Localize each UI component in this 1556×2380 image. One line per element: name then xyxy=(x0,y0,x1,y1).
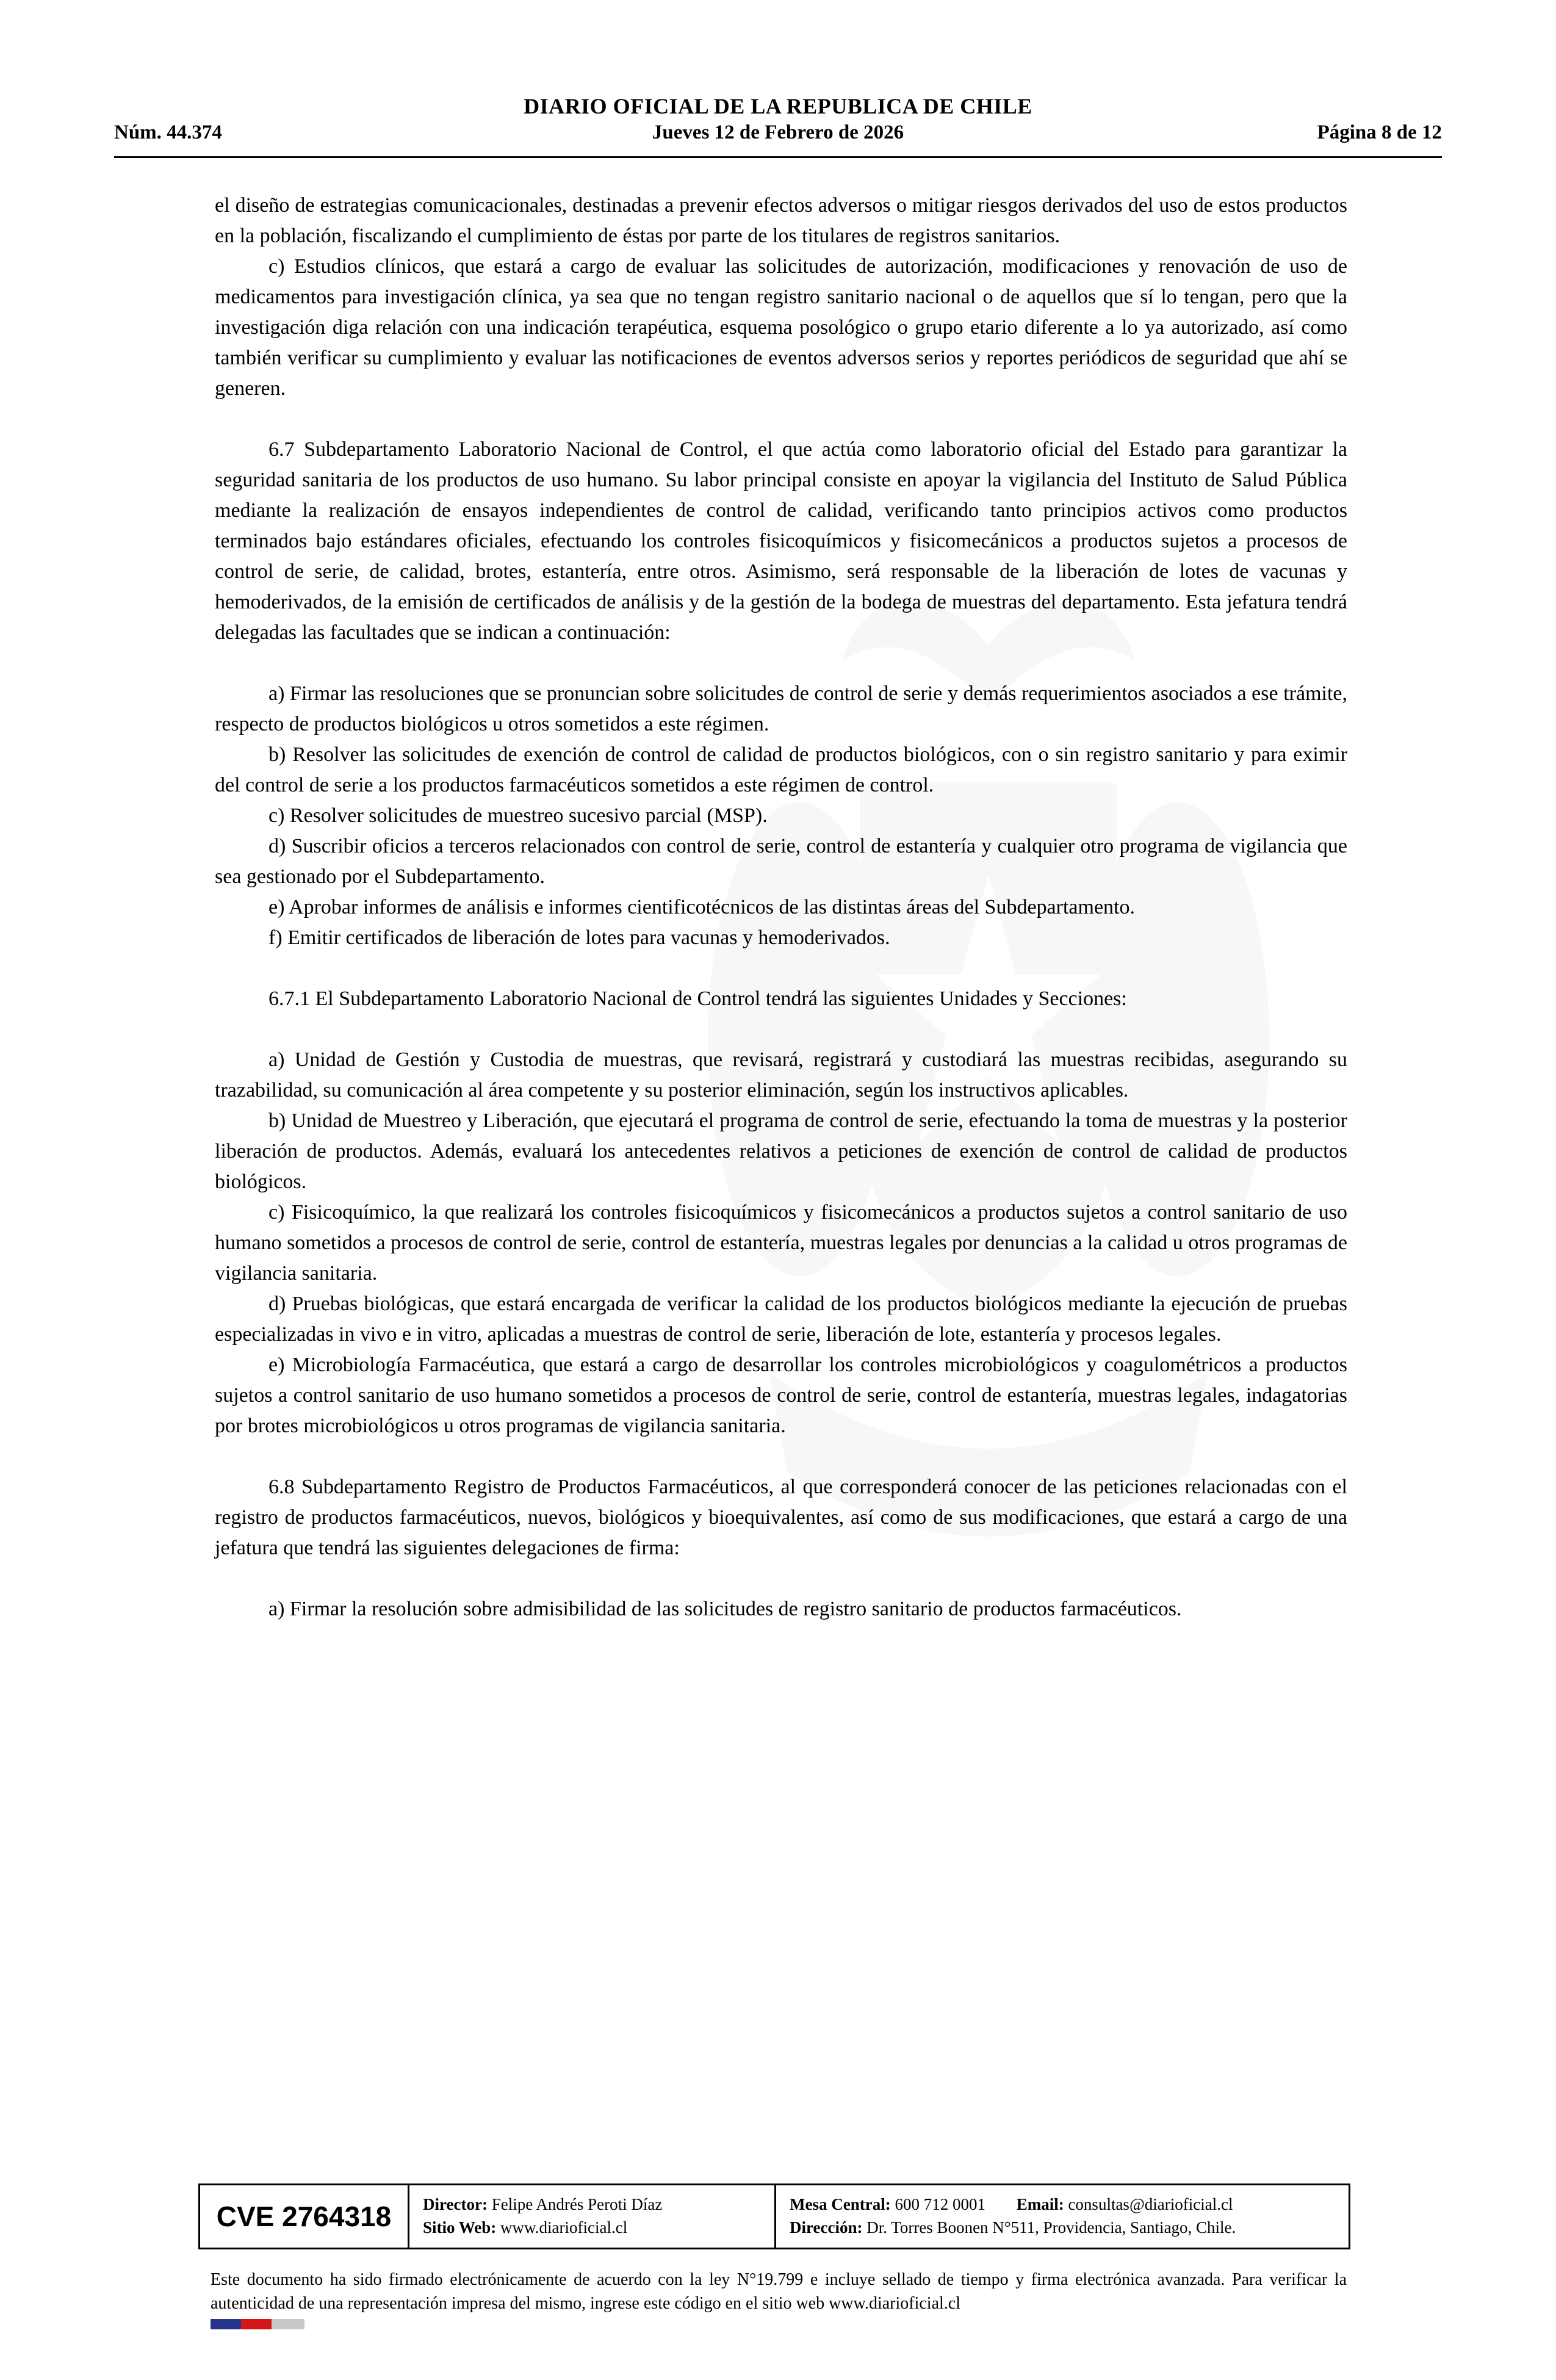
paragraph-unit-e: e) Microbiología Farmacéutica, que estará a cargo de desarrollar los controles microbiológicos y coagulométricos a productos sujetos a control sanitario de uso humano sometidos a procesos de control de serie, control de estantería, muestras legales, indagatorias por brotes microbiológicos u otros programas de vigilancia sanitaria. xyxy=(215,1354,1347,1437)
director-line xyxy=(423,2193,761,2216)
director-label: Director: xyxy=(423,2195,488,2213)
director-value: Felipe Andrés Peroti Díaz xyxy=(491,2195,663,2213)
issue-number: Núm. 44.374 xyxy=(114,121,222,143)
paragraph-item-a2: a) Firmar la resolución sobre admisibilidad de las solicitudes de registro sanitario de productos farmacéuticos. xyxy=(268,1598,1182,1620)
direccion-line xyxy=(790,2216,1335,2239)
contact-column xyxy=(776,2185,1349,2248)
gazette-title: DIARIO OFICIAL DE LA REPUBLICA DE CHILE xyxy=(524,94,1032,118)
flag-bar xyxy=(211,2319,304,2329)
email-label: Email: xyxy=(1016,2195,1064,2213)
paragraph-item-a: a) Firmar las resoluciones que se pronuncian sobre solicitudes de control de serie y demás requerimientos asociados a ese trámite, respecto de productos biológicos u otros sometidos a este régimen. xyxy=(215,682,1347,735)
sitio-web-value: www.diarioficial.cl xyxy=(500,2218,628,2237)
flag-red-segment xyxy=(241,2319,272,2329)
paragraph-unit-a: a) Unidad de Gestión y Custodia de muestras, que revisará, registrará y custodiará las muestras recibidas, asegurando su trazabilidad, su comunicación al área competente y su posterior eliminación, según los instructivos aplicables. xyxy=(215,1048,1347,1102)
mesa-central-label: Mesa Central: xyxy=(790,2195,891,2213)
document-body xyxy=(215,190,1347,1625)
paragraph-unit-c: c) Fisicoquímico, la que realizará los controles fisicoquímicos y fisicomecánicos a productos sujetos a control sanitario de uso humano sometidos a procesos de control de serie, control de estantería, muestras legales por denuncias a la calidad u otros programas de vigilancia sanitaria. xyxy=(215,1201,1347,1285)
sitio-web-label: Sitio Web: xyxy=(423,2218,497,2237)
cve-box xyxy=(198,2183,1350,2249)
direccion-label: Dirección: xyxy=(790,2218,863,2237)
paragraph-item-f: f) Emitir certificados de liberación de lotes para vacunas y hemoderivados. xyxy=(268,926,890,949)
mesa-central-value: 600 712 0001 xyxy=(895,2195,985,2213)
paragraph-unit-d: d) Pruebas biológicas, que estará encargada de verificar la calidad de los productos biológicos mediante la ejecución de pruebas especializadas in vivo e in vitro, aplicadas a muestras de control de serie, liberación de lote, estantería y procesos legales. xyxy=(215,1293,1347,1346)
gazette-date: Jueves 12 de Febrero de 2026 xyxy=(652,121,904,143)
paragraph-item-c: c) Estudios clínicos, que estará a cargo de evaluar las solicitudes de autorización, modificaciones y renovación de uso de medicamentos para investigación clínica, ya sea que no tengan registro sanitario nacional o de aquellos que sí lo tengan, pero que la investigación diga relación con una indicación terapéutica, esquema posológico o grupo etario diferente a lo ya autorizado, así como también verificar su cumplimiento y evaluar las notificaciones de eventos adversos serios y reportes periódicos de seguridad que ahí se generen. xyxy=(215,255,1347,400)
header-divider xyxy=(114,156,1442,158)
flag-blue-segment xyxy=(211,2319,241,2329)
paragraph-section-6-8: 6.8 Subdepartamento Registro de Productos Farmacéuticos, al que corresponderá conocer de las peticiones relacionadas con el registro de productos farmacéuticos, nuevos, biológicos y bioequivalentes, así como de sus modificaciones, que estará a cargo de una jefatura que tendrá las siguientes delegaciones de firma: xyxy=(215,1476,1347,1559)
paragraph-item-e: e) Aprobar informes de análisis e informes cientificotécnicos de las distintas áreas del Subdepartamento. xyxy=(268,896,1135,918)
cve-number: CVE 2764318 xyxy=(216,2201,392,2232)
paragraph-item-c2: c) Resolver solicitudes de muestreo sucesivo parcial (MSP). xyxy=(268,804,768,827)
paragraph-section-6-7: 6.7 Subdepartamento Laboratorio Nacional de Control, el que actúa como laboratorio oficial del Estado para garantizar la seguridad sanitaria de los productos de uso humano. Su labor principal consiste en apoyar la vigilancia del Instituto de Salud Pública mediante la realización de ensayos independientes de control de calidad, verificando tanto principios activos como productos terminados bajo estándares oficiales, efectuando los controles fisicoquímicos y fisicomecánicos a productos sujetos a procesos de control de serie, de calidad, brotes, estantería, entre otros. Asimismo, será responsable de la liberación de lotes de vacunas y hemoderivados, de la emisión de certificados de análisis y de la gestión de la bodega de muestras del departamento. Esta jefatura tendrá delegadas las facultades que se indican a continuación: xyxy=(215,438,1347,644)
legal-notice: Este documento ha sido firmado electrónicamente de acuerdo con la ley N°19.799 e incluye sellado de tiempo y firma electrónica avanzada. Para verificar la autenticidad de una representación impresa del mismo, ingrese este código en el sitio web www.diarioficial.cl xyxy=(211,2270,1347,2313)
page-header xyxy=(114,93,1442,145)
paragraph-section-6-7-1: 6.7.1 El Subdepartamento Laboratorio Nacional de Control tendrá las siguientes Unidades y Secciones: xyxy=(268,987,1127,1010)
sitio-web-line xyxy=(423,2216,761,2239)
paragraph-item-d: d) Suscribir oficios a terceros relacionados con control de serie, control de estantería y cualquier otro programa de vigilancia que sea gestionado por el Subdepartamento. xyxy=(215,835,1347,888)
mesa-central-line xyxy=(790,2193,1335,2216)
flag-gray-segment xyxy=(272,2319,304,2329)
email-value: consultas@diarioficial.cl xyxy=(1068,2195,1233,2213)
director-column xyxy=(409,2185,774,2248)
direccion-value: Dr. Torres Boonen N°511, Providencia, Santiago, Chile. xyxy=(866,2218,1236,2237)
paragraph-item-b: b) Resolver las solicitudes de exención de control de calidad de productos biológicos, con o sin registro sanitario y para eximir del control de serie a los productos farmacéuticos sometidos a este régimen de control. xyxy=(215,743,1347,796)
page-indicator: Página 8 de 12 xyxy=(1317,121,1442,143)
paragraph-continuation: el diseño de estrategias comunicacionales, destinadas a prevenir efectos adversos o mitigar riesgos derivados del uso de estos productos en la población, fiscalizando el cumplimiento de éstas por parte de los titulares de registros sanitarios. xyxy=(215,194,1347,247)
paragraph-unit-b: b) Unidad de Muestreo y Liberación, que ejecutará el programa de control de serie, efectuando la toma de muestras y la posterior liberación de productos. Además, evaluará los antecedentes relativos a peticiones de exención de control de calidad de productos biológicos. xyxy=(215,1109,1347,1193)
